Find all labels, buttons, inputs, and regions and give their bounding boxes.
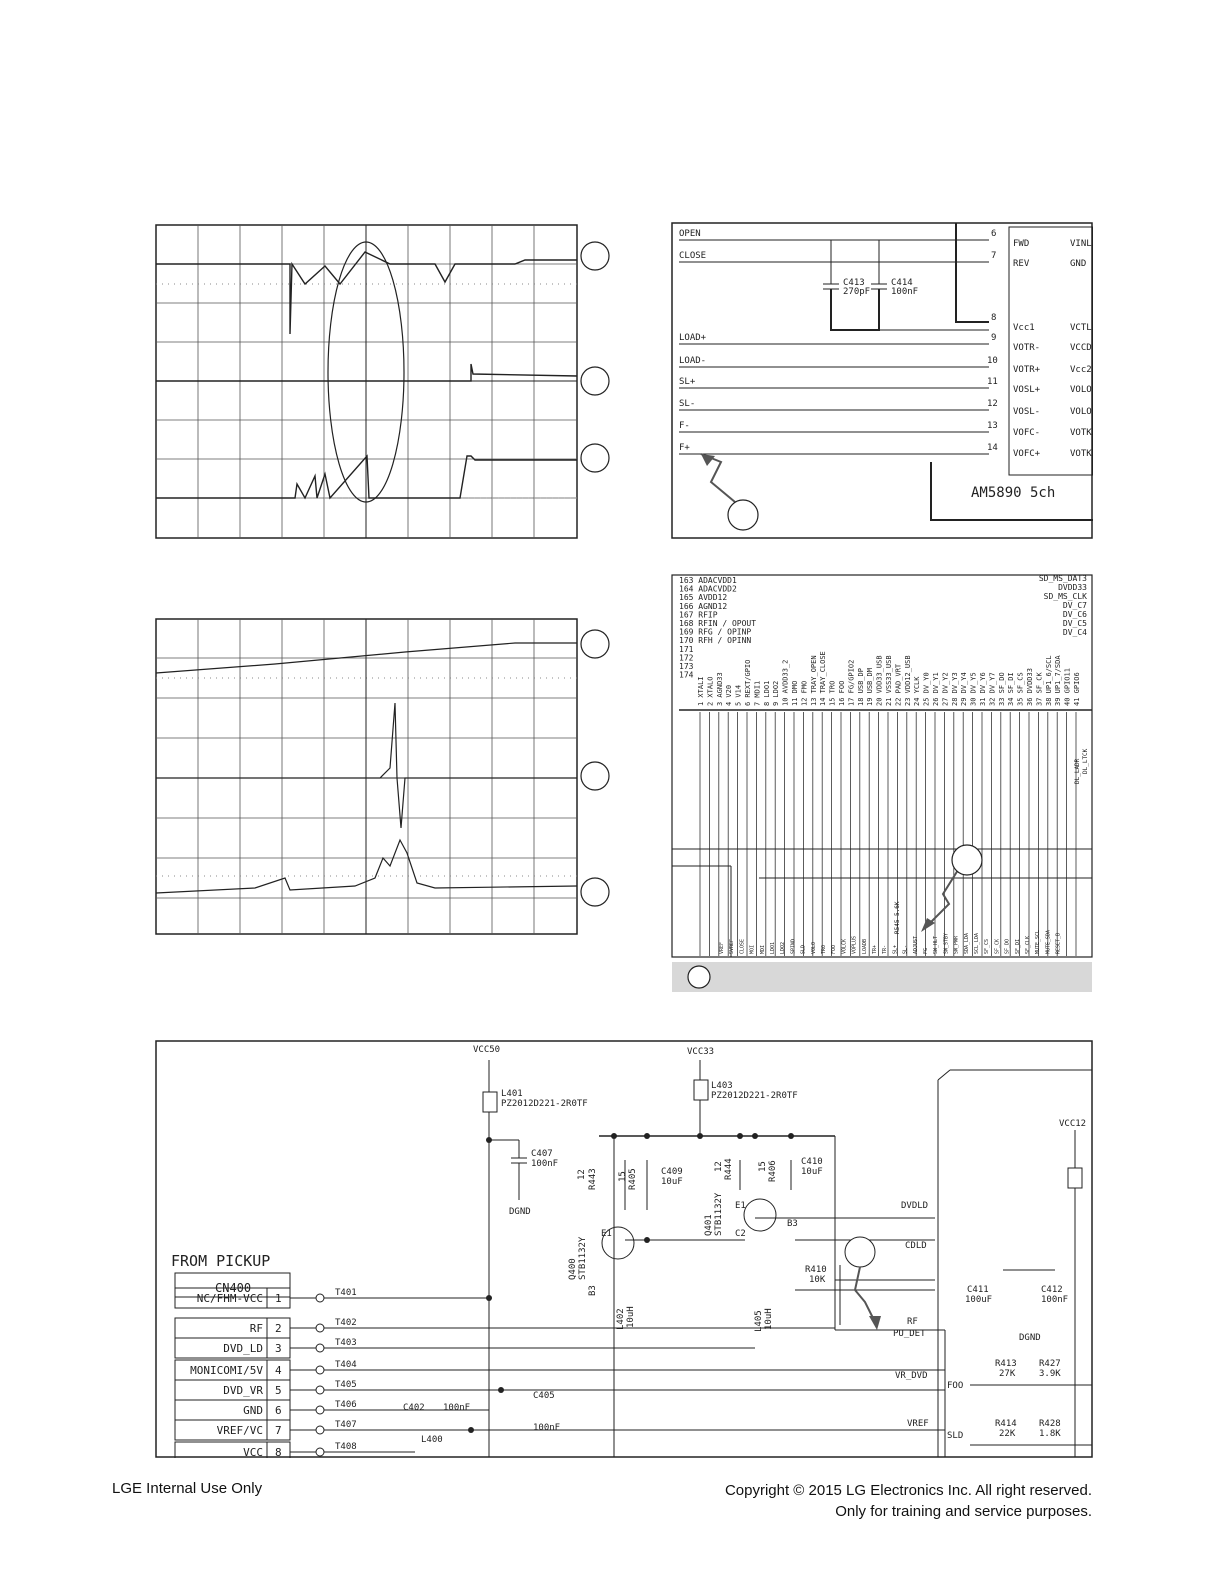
marker-circle-dsp-bar (688, 966, 710, 988)
label-sld: SLD (947, 1431, 964, 1441)
r406-value: 15 (758, 1161, 768, 1172)
ic-pin-volo-1: VOLO (1070, 385, 1092, 395)
marker-circle-5 (581, 762, 609, 790)
r428-value: 1.8K (1039, 1429, 1061, 1439)
ic-pin-vofc-plus: VOFC+ (1013, 449, 1041, 459)
dsp-net-label: SVREF (729, 938, 736, 954)
c410-label: C410 (801, 1157, 823, 1167)
r413-value: 27K (999, 1369, 1016, 1379)
dsp-net-label: SCL_LDA (974, 932, 980, 954)
marker-circle-driver (728, 500, 758, 530)
cn400-pin-number: 1 (275, 1292, 282, 1305)
dsp-pin-label: 28 DV_Y3 (950, 672, 959, 706)
dsp-net-label: SL- (902, 944, 909, 954)
dsp-pin-label: 20 VDD33_USB (875, 655, 884, 706)
dsp-dl-ltck: DL_LTCK (1082, 748, 1089, 774)
c411-label: C411 (967, 1285, 989, 1295)
c411-value: 100uF (965, 1295, 993, 1305)
dsp-net-label: FG (923, 947, 929, 954)
dsp-pin-label: 17 FG/GPIO2 (847, 659, 856, 706)
dsp-left-pin: 172 (679, 653, 694, 663)
oscilloscope-panel-1 (155, 224, 615, 540)
dsp-right-pin: SD_MS_DAT3 (1038, 574, 1087, 583)
dsp-net-label: TR- (882, 944, 889, 954)
test-point-label: T404 (335, 1360, 357, 1370)
pin-8: 8 (991, 313, 997, 323)
dsp-net-label: SF_CS (984, 938, 991, 954)
dsp-net-label: SW_HLT (933, 935, 940, 954)
cn400-pin-number: 5 (275, 1384, 282, 1397)
ic-pin-vcc1: Vcc1 (1013, 323, 1035, 333)
cap-c413-label: C413 (843, 278, 865, 288)
dsp-net-label: LOADB (861, 938, 868, 954)
dsp-pin-label: 12 FMO (800, 680, 809, 706)
test-point-label: T407 (335, 1420, 357, 1430)
pin-11: 11 (987, 377, 998, 387)
dsp-pin-label: 8 LDO1 (762, 680, 771, 706)
l402-value: 10uH (626, 1306, 636, 1328)
r443-value: 12 (577, 1169, 587, 1180)
net-dvdld: DVDLD (901, 1201, 929, 1211)
r410-label: R410 (805, 1265, 827, 1275)
ic-pin-volo-2: VOLO (1070, 407, 1092, 417)
dsp-dl-ladr: DL_LADR (1074, 758, 1081, 784)
connector-cn400: CN400 (215, 1281, 252, 1295)
dsp-right-pin: DV_C7 (1062, 601, 1087, 610)
footer-copyright (725, 1480, 1092, 1522)
dsp-net-label: MUTE_SCL (1035, 929, 1042, 954)
q401-b3: B3 (787, 1219, 798, 1229)
dsp-net-label: MDI (759, 944, 766, 954)
dsp-left-pin: 165 AVDD12 (679, 593, 728, 603)
dsp-pin-label: 7 MDI1 (753, 680, 762, 706)
dsp-right-pin: DV_C5 (1062, 619, 1087, 628)
cn400-pin-number: 7 (275, 1424, 282, 1437)
net-rf: RF (907, 1317, 918, 1327)
ic-pin-votk-1: VOTK (1070, 428, 1092, 438)
resistor-r545: R545 5.6K (894, 901, 901, 934)
dsp-left-pin: 167 RFIP (679, 610, 718, 620)
footer-copyright-line1: Copyright © 2015 LG Electronics Inc. All right reserved. (724, 1482, 1092, 1499)
label-vcc33: VCC33 (687, 1047, 715, 1057)
dsp-pin-label: 3 AGND33 (715, 672, 724, 706)
dsp-schematic (671, 574, 1093, 994)
dsp-net-label: SW_PWR (953, 935, 960, 954)
dsp-pin-label: 33 SF_DO (997, 672, 1006, 706)
pickup-schematic (155, 1040, 1093, 1458)
chip-label: AM5890 5ch (971, 485, 1056, 501)
dsp-pin-label: 1 XTALI (697, 676, 705, 706)
dsp-net-label: TRO (821, 944, 827, 954)
label-vcc50: VCC50 (473, 1045, 501, 1055)
dsp-pin-label: 5 V14 (734, 684, 743, 706)
dsp-left-pin: 174 (679, 670, 694, 680)
dgnd-label: DGND (509, 1207, 531, 1217)
ic-pin-gnd: GND (1070, 259, 1087, 269)
dsp-pin-label: 15 TRO (828, 680, 837, 706)
ic-pin-votr-minus: VOTR- (1013, 343, 1041, 353)
cap-c414-value: 100nF (891, 287, 919, 297)
ic-pin-vofc-minus: VOFC- (1013, 428, 1041, 438)
ic-pin-votk-2: VOTK (1070, 449, 1092, 459)
q401-c2: C2 (735, 1229, 746, 1239)
dsp-net-label: SF_CK (994, 938, 1001, 954)
c405-value: 100nF (533, 1423, 561, 1433)
dsp-net-label: MUTE_SDA (1045, 929, 1052, 954)
pin-12: 12 (987, 399, 998, 409)
q400-label: Q400 (568, 1258, 578, 1280)
from-pickup-title: FROM PICKUP (171, 1252, 271, 1270)
dsp-pin-label: 29 DV_Y4 (960, 672, 969, 706)
r413-label: R413 (995, 1359, 1017, 1369)
cn400-pin-number: 3 (275, 1342, 282, 1355)
l401-value: PZ2012D221-2R0TF (501, 1099, 588, 1109)
pin-7: 7 (991, 251, 997, 261)
label-foo: FOO (947, 1381, 964, 1391)
cn400-pin-name: VCC (243, 1446, 263, 1458)
dsp-pin-label: 18 USB_DP (856, 668, 865, 706)
dsp-right-pin: DVDD33 (1058, 583, 1087, 592)
dsp-left-pin: 168 RFIN / OPOUT (679, 619, 757, 628)
c405-label: C405 (533, 1391, 555, 1401)
q401-value: STB1132Y (714, 1192, 724, 1236)
dsp-left-pin: 164 ADACVDD2 (679, 584, 737, 594)
dsp-net-label: SL+ (892, 944, 899, 954)
dsp-net-label: ADJUST (912, 935, 919, 954)
dsp-pin-label: 35 SF_CS (1016, 672, 1025, 706)
r410-value: 10K (809, 1275, 826, 1285)
ic-pin-votr-plus: VOTR+ (1013, 365, 1041, 375)
marker-circle-3 (581, 444, 609, 472)
dsp-pin-label: 16 FOO (838, 680, 846, 706)
dsp-left-pin: 173 (679, 662, 694, 671)
dsp-pin-label: 37 SF_CK (1035, 672, 1044, 706)
dsp-net-label: SPIND (790, 938, 797, 954)
c412-value: 100nF (1041, 1295, 1069, 1305)
cap-c413-value: 270pF (843, 287, 871, 297)
r444-label: R444 (724, 1158, 734, 1180)
dsp-pin-label: 26 DV_Y1 (932, 672, 940, 706)
marker-circle-dsp (952, 845, 982, 875)
c402-value: 100nF (443, 1403, 471, 1413)
ic-pin-vcc2: Vcc2 (1070, 365, 1092, 375)
dsp-pin-label: 23 VDD12_USB (903, 655, 912, 706)
r443-label: R443 (588, 1168, 598, 1190)
dsp-left-pin: 170 RFH / OPINN (679, 636, 752, 646)
dsp-net-label: VOLCK (841, 938, 848, 954)
c402-label: C402 (403, 1403, 425, 1413)
dsp-right-pin: DV_C4 (1062, 628, 1087, 637)
cn400-pin-name: DVD_LD (223, 1342, 263, 1355)
dsp-pin-label: 39 UP1_7/SDA (1054, 655, 1063, 706)
dsp-pin-label: 27 DV_Y2 (941, 672, 950, 706)
r405-label: R405 (628, 1168, 638, 1190)
oscilloscope-panel-2 (155, 618, 615, 936)
r405-value: 15 (618, 1171, 628, 1182)
footer-internal-use: LGE Internal Use Only (112, 1480, 263, 1497)
test-point-label: T406 (335, 1400, 357, 1410)
dsp-left-pin: 166 AGND12 (679, 601, 728, 611)
l403-label: L403 (711, 1081, 733, 1091)
dsp-pin-label: 40 GPIO11 (1063, 668, 1072, 706)
l400-label: L400 (421, 1435, 443, 1445)
sig-load-plus: LOAD+ (679, 333, 707, 343)
dsp-net-label: TR+ (872, 944, 878, 954)
cn400-pin-name: VREF/VC (216, 1424, 263, 1437)
dsp-pin-label: 22 PAD_VRT (894, 663, 903, 706)
sig-open: OPEN (679, 229, 701, 239)
l405-label: L405 (754, 1310, 764, 1332)
dsp-net-label: FOO (831, 944, 838, 954)
q401-e1: E1 (735, 1201, 746, 1211)
pin-13: 13 (987, 421, 998, 431)
l401-label: L401 (501, 1089, 523, 1099)
dsp-pin-label: 31 DV_Y6 (979, 672, 987, 706)
dsp-pin-label: 13 TRAY_OPEN (809, 655, 818, 706)
q400-value: STB1132Y (578, 1236, 588, 1280)
net-cdld: CDLD (905, 1241, 927, 1251)
dsp-pin-label: 4 V20 (725, 684, 734, 706)
dsp-net-label: CLOSE (739, 938, 746, 954)
dsp-pin-label: 24 YCLK (913, 676, 922, 706)
net-vr-dvd: VR_DVD (895, 1371, 928, 1381)
cn400-pin-name: NC/FHM-VCC (196, 1292, 263, 1305)
cn400-pin-name: GND (243, 1404, 263, 1417)
net-vref: VREF (907, 1419, 929, 1429)
marker-circle-6 (581, 878, 609, 906)
dsp-pin-label: 19 USB_DM (866, 668, 875, 706)
dsp-net-label: VOLO (810, 941, 817, 954)
dsp-pin-label: 41 GPIO6 (1073, 672, 1081, 706)
net-pu-det: PU_DET (893, 1329, 926, 1339)
ic-pin-vinl: VINL (1070, 239, 1092, 249)
label-vcc12: VCC12 (1059, 1119, 1087, 1129)
dsp-pin-label: 34 SF_DI (1007, 672, 1016, 706)
test-point-label: T408 (335, 1442, 357, 1452)
c409-value: 10uF (661, 1177, 683, 1187)
cn400-pin-name: MONICOMI/5V (190, 1364, 263, 1377)
dsp-pin-label: 6 REXT/GPIO (744, 659, 752, 706)
pin-6: 6 (991, 229, 997, 239)
c409-label: C409 (661, 1167, 683, 1177)
r428-label: R428 (1039, 1419, 1061, 1429)
dsp-pin-label: 32 DV_Y7 (988, 672, 997, 706)
dsp-pin-label: 2 XTALO (706, 676, 715, 706)
dsp-pin-label: 38 UP1_6/SCL (1044, 655, 1053, 706)
dsp-net-label: VREF (719, 941, 725, 954)
cn400-pin-name: DVD_VR (223, 1384, 263, 1397)
c412-label: C412 (1041, 1285, 1063, 1295)
dsp-pin-label: 9 LDO2 (772, 680, 781, 706)
test-point-label: T405 (335, 1380, 357, 1390)
test-point-label: T403 (335, 1338, 357, 1348)
sig-sl-plus: SL+ (679, 377, 696, 387)
ic-pin-rev: REV (1013, 259, 1030, 269)
c407-label: C407 (531, 1149, 553, 1159)
ic-pin-fwd: FWD (1013, 239, 1030, 249)
q400-b3: B3 (588, 1285, 598, 1296)
r427-value: 3.9K (1039, 1369, 1061, 1379)
cap-c414-label: C414 (891, 278, 913, 288)
dsp-net-label: MOI (749, 944, 756, 954)
q400-e1: E1 (601, 1229, 612, 1239)
cn400-pin-number: 6 (275, 1404, 282, 1417)
dsp-pin-label: 36 DVDD33 (1026, 668, 1034, 706)
sig-f-minus: F- (679, 421, 690, 431)
pin-9: 9 (991, 333, 997, 343)
r414-label: R414 (995, 1419, 1017, 1429)
r414-value: 22K (999, 1429, 1016, 1439)
dsp-pin-label: 30 DV_Y5 (969, 672, 978, 706)
r444-value: 12 (714, 1161, 724, 1172)
cn400-pin-number: 2 (275, 1322, 282, 1335)
l405-value: 10uH (764, 1308, 774, 1330)
r406-label: R406 (768, 1160, 778, 1182)
q401-label: Q401 (704, 1214, 714, 1236)
dgnd-label-2: DGND (1019, 1333, 1041, 1343)
dsp-pin-label: 21 VSS33_USB (885, 655, 893, 706)
dsp-pin-label: 25 DV_Y0 (922, 672, 931, 706)
cn400-pin-name: RF (249, 1322, 263, 1335)
sig-load-minus: LOAD- (679, 356, 707, 366)
sig-sl-minus: SL- (679, 399, 696, 409)
marker-circle-1 (581, 242, 609, 270)
sig-close: CLOSE (679, 251, 707, 261)
ic-pin-vctl: VCTL (1070, 323, 1092, 333)
l402-label: L402 (616, 1308, 626, 1330)
test-point-label: T402 (335, 1318, 357, 1328)
dsp-net-label: RESET_B (1055, 932, 1062, 954)
dsp-pin-label: 14 TRAY_CLOSE (819, 651, 828, 706)
sig-f-plus: F+ (679, 443, 690, 453)
cn400-pin-number: 4 (275, 1364, 282, 1377)
marker-circle-4 (581, 630, 609, 658)
dsp-net-label: LDO1 (770, 941, 776, 954)
dsp-right-pin: SD_MS_CLK (1043, 592, 1087, 601)
dsp-net-label: SF_CLK (1025, 935, 1031, 954)
pin-14: 14 (987, 443, 998, 453)
dsp-left-pin: 163 ADACVDD1 (679, 576, 737, 585)
test-point-label: T401 (335, 1288, 357, 1298)
dsp-pin-label: 11 DMO (791, 680, 799, 706)
footer-copyright-line2: Only for training and service purposes. (835, 1503, 1092, 1520)
dsp-left-pin: 169 RFG / OPINP (679, 627, 752, 637)
pin-10: 10 (987, 356, 998, 366)
dsp-net-label: SF_DI (1014, 938, 1021, 954)
c410-value: 10uF (801, 1167, 823, 1177)
cn400-pin-number: 8 (275, 1446, 282, 1458)
dsp-net-label: LDO2 (780, 941, 787, 954)
ic-pin-vccd: VCCD (1070, 343, 1092, 353)
dsp-net-label: SF_DO (1004, 938, 1011, 954)
dsp-pin-label: 10 AVDD33_2 (781, 659, 790, 706)
dsp-left-pin: 171 (679, 644, 694, 654)
marker-circle-2 (581, 367, 609, 395)
ic-pin-vosl-plus: VOSL+ (1013, 385, 1041, 395)
driver-schematic (671, 222, 1093, 540)
r427-label: R427 (1039, 1359, 1061, 1369)
dsp-net-label: VOPLUS (851, 935, 858, 954)
c407-value: 100nF (531, 1159, 559, 1169)
dsp-right-pin: DV_C6 (1062, 610, 1087, 619)
dsp-net-label: SW_STBY (943, 932, 950, 954)
dsp-net-label: SDA_LDA (963, 932, 970, 954)
ic-pin-vosl-minus: VOSL- (1013, 407, 1041, 417)
l403-value: PZ2012D221-2R0TF (711, 1091, 798, 1101)
dsp-net-label: SLD (800, 944, 807, 954)
